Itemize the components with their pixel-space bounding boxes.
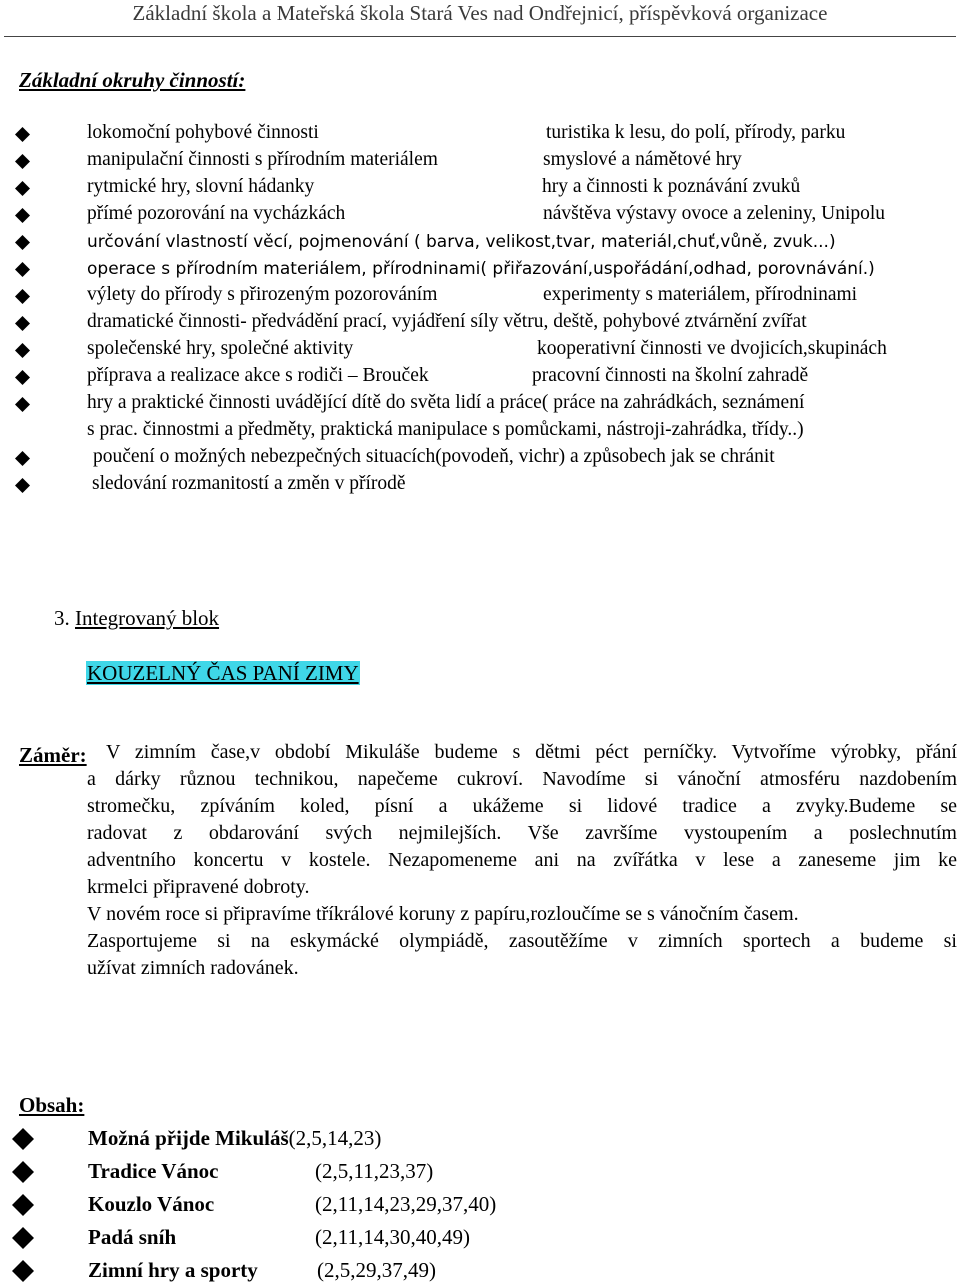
diamond-bullet-icon (12, 1227, 34, 1249)
okruh-item-left: výlety do přírody s přirozeným pozorováním (87, 284, 438, 305)
diamond-bullet-icon (15, 343, 30, 358)
obsah-item-nums: (2,11,14,23,29,37,40) (315, 1192, 497, 1216)
zamer-label: Záměr: (19, 743, 87, 767)
page-header: Základní škola a Mateřská škola Stará Ves nad Ondřejnicí, příspěvková organizace (132, 1, 828, 25)
block-label: Integrovaný blok (75, 606, 220, 630)
diamond-bullet-icon (12, 1194, 34, 1216)
okruhy-heading: Základní okruhy činností: (19, 68, 246, 92)
okruh-item-left: manipulační činnosti s přírodním materiálem (87, 149, 438, 170)
okruh-item-right: experimenty s materiálem, přírodninami (543, 284, 858, 305)
okruh-item-right: pracovní činnosti na školní zahradě (532, 365, 809, 386)
okruh-item-left: určování vlastností věcí, pojmenování ( barva, velikost,tvar, materiál,chuť,vůně, zvuk...) (87, 232, 836, 252)
diamond-bullet-icon (12, 1161, 34, 1183)
diamond-bullet-icon (15, 235, 30, 250)
okruh-item-left: příprava a realizace akce s rodiči – Brouček (87, 365, 429, 386)
zamer-line: stromečku, zpíváním koled, písní a ukážeme si lidové tradice a zvyky.Budeme se (87, 795, 957, 817)
diamond-bullet-icon (15, 478, 30, 493)
zamer-line: radovat z obdarování svých nejmilejších. Vše završíme vystoupením a poslechnutím (87, 822, 957, 844)
okruh-item-right: kooperativní činnosti ve dvojicích,skupinách (537, 338, 887, 359)
zamer-line: krmelci připravené dobroty. (87, 876, 310, 898)
okruh-item-right: turistika k lesu, do polí, přírody, parku (546, 122, 846, 143)
diamond-bullet-icon (12, 1260, 34, 1282)
okruh-item-left: společenské hry, společné aktivity (87, 338, 354, 359)
okruh-item-left: lokomoční pohybové činnosti (87, 122, 319, 143)
obsah-item-title: Možná přijde Mikuláš (88, 1126, 289, 1150)
okruh-item-right: smyslové a námětové hry (543, 149, 742, 170)
okruh-item-left: s prac. činnostmi a předměty, praktická manipulace s pomůckami, nástroji-zahrádka, třídy..) (87, 419, 804, 440)
header-divider (4, 36, 956, 37)
zamer-line: V zimním čase,v období Mikuláše budeme s dětmi péct perníčky. Vytvoříme výrobky, přání (106, 741, 957, 763)
okruh-item-left: přímé pozorování na vycházkách (87, 203, 346, 224)
diamond-bullet-icon (15, 451, 30, 466)
obsah-item-title: Kouzlo Vánoc (88, 1192, 215, 1216)
obsah-item-nums: (2,5,11,23,37) (315, 1159, 434, 1183)
diamond-bullet-icon (12, 1128, 34, 1150)
okruh-item-left: sledování rozmanitostí a změn v přírodě (92, 473, 406, 494)
block-heading (54, 606, 219, 631)
diamond-bullet-icon (15, 262, 30, 277)
zamer-line: V novém roce si připravíme tříkrálové koruny z papíru,rozloučíme se s vánočním časem. (87, 903, 799, 925)
obsah-item-nums: (2,11,14,30,40,49) (315, 1225, 470, 1249)
diamond-bullet-icon (15, 370, 30, 385)
obsah-item-title: Padá sníh (88, 1225, 177, 1249)
diamond-bullet-icon (15, 127, 30, 142)
block-number: 3. (54, 606, 70, 630)
okruh-item-left: operace s přírodním materiálem, přírodninami( přiřazování,uspořádání,odhad, porovnávání.) (87, 259, 875, 279)
okruh-item-left: rytmické hry, slovní hádanky (87, 176, 315, 197)
zamer-line: Zasportujeme si na eskymácké olympiádě, zasoutěžíme v zimních sportech a budeme si (87, 930, 957, 952)
okruh-item-right: návštěva výstavy ovoce a zeleniny, Unipolu (543, 203, 886, 224)
diamond-bullet-icon (15, 289, 30, 304)
zamer-line: užívat zimních radovánek. (87, 957, 299, 979)
okruh-item-left: dramatické činnosti- předvádění prací, vyjádření síly větru, deště, pohybové ztvárnění zvířat (87, 311, 807, 332)
diamond-bullet-icon (15, 316, 30, 331)
zamer-line: a dárky různou technikou, napečeme cukroví. Navodíme si vánoční atmosféru nazdobením (87, 768, 957, 790)
okruh-item-right: hry a činnosti k poznávání zvuků (542, 176, 801, 197)
zamer-line: adventního koncertu v kostele. Nezapomeneme ani na zvířátka v lese a zaneseme jim ke (87, 849, 957, 871)
obsah-item-nums: (2,5,29,37,49) (317, 1258, 436, 1282)
diamond-bullet-icon (15, 154, 30, 169)
okruh-item-left: poučení o možných nebezpečných situacích(povodeň, vichr) a způsobech jak se chránit (93, 446, 775, 467)
obsah-item-title: Tradice Vánoc (88, 1159, 219, 1183)
diamond-bullet-icon (15, 397, 30, 412)
diamond-bullet-icon (15, 208, 30, 223)
okruh-item-left: hry a praktické činnosti uvádějící dítě do světa lidí a práce( práce na zahrádkách, seznámení (87, 392, 805, 413)
obsah-item-title: Zimní hry a sporty (88, 1258, 258, 1282)
block-title: KOUZELNÝ ČAS PANÍ ZIMY (87, 661, 359, 685)
obsah-label: Obsah: (19, 1093, 85, 1117)
obsah-item-nums: (2,5,14,23) (288, 1126, 382, 1150)
diamond-bullet-icon (15, 181, 30, 196)
